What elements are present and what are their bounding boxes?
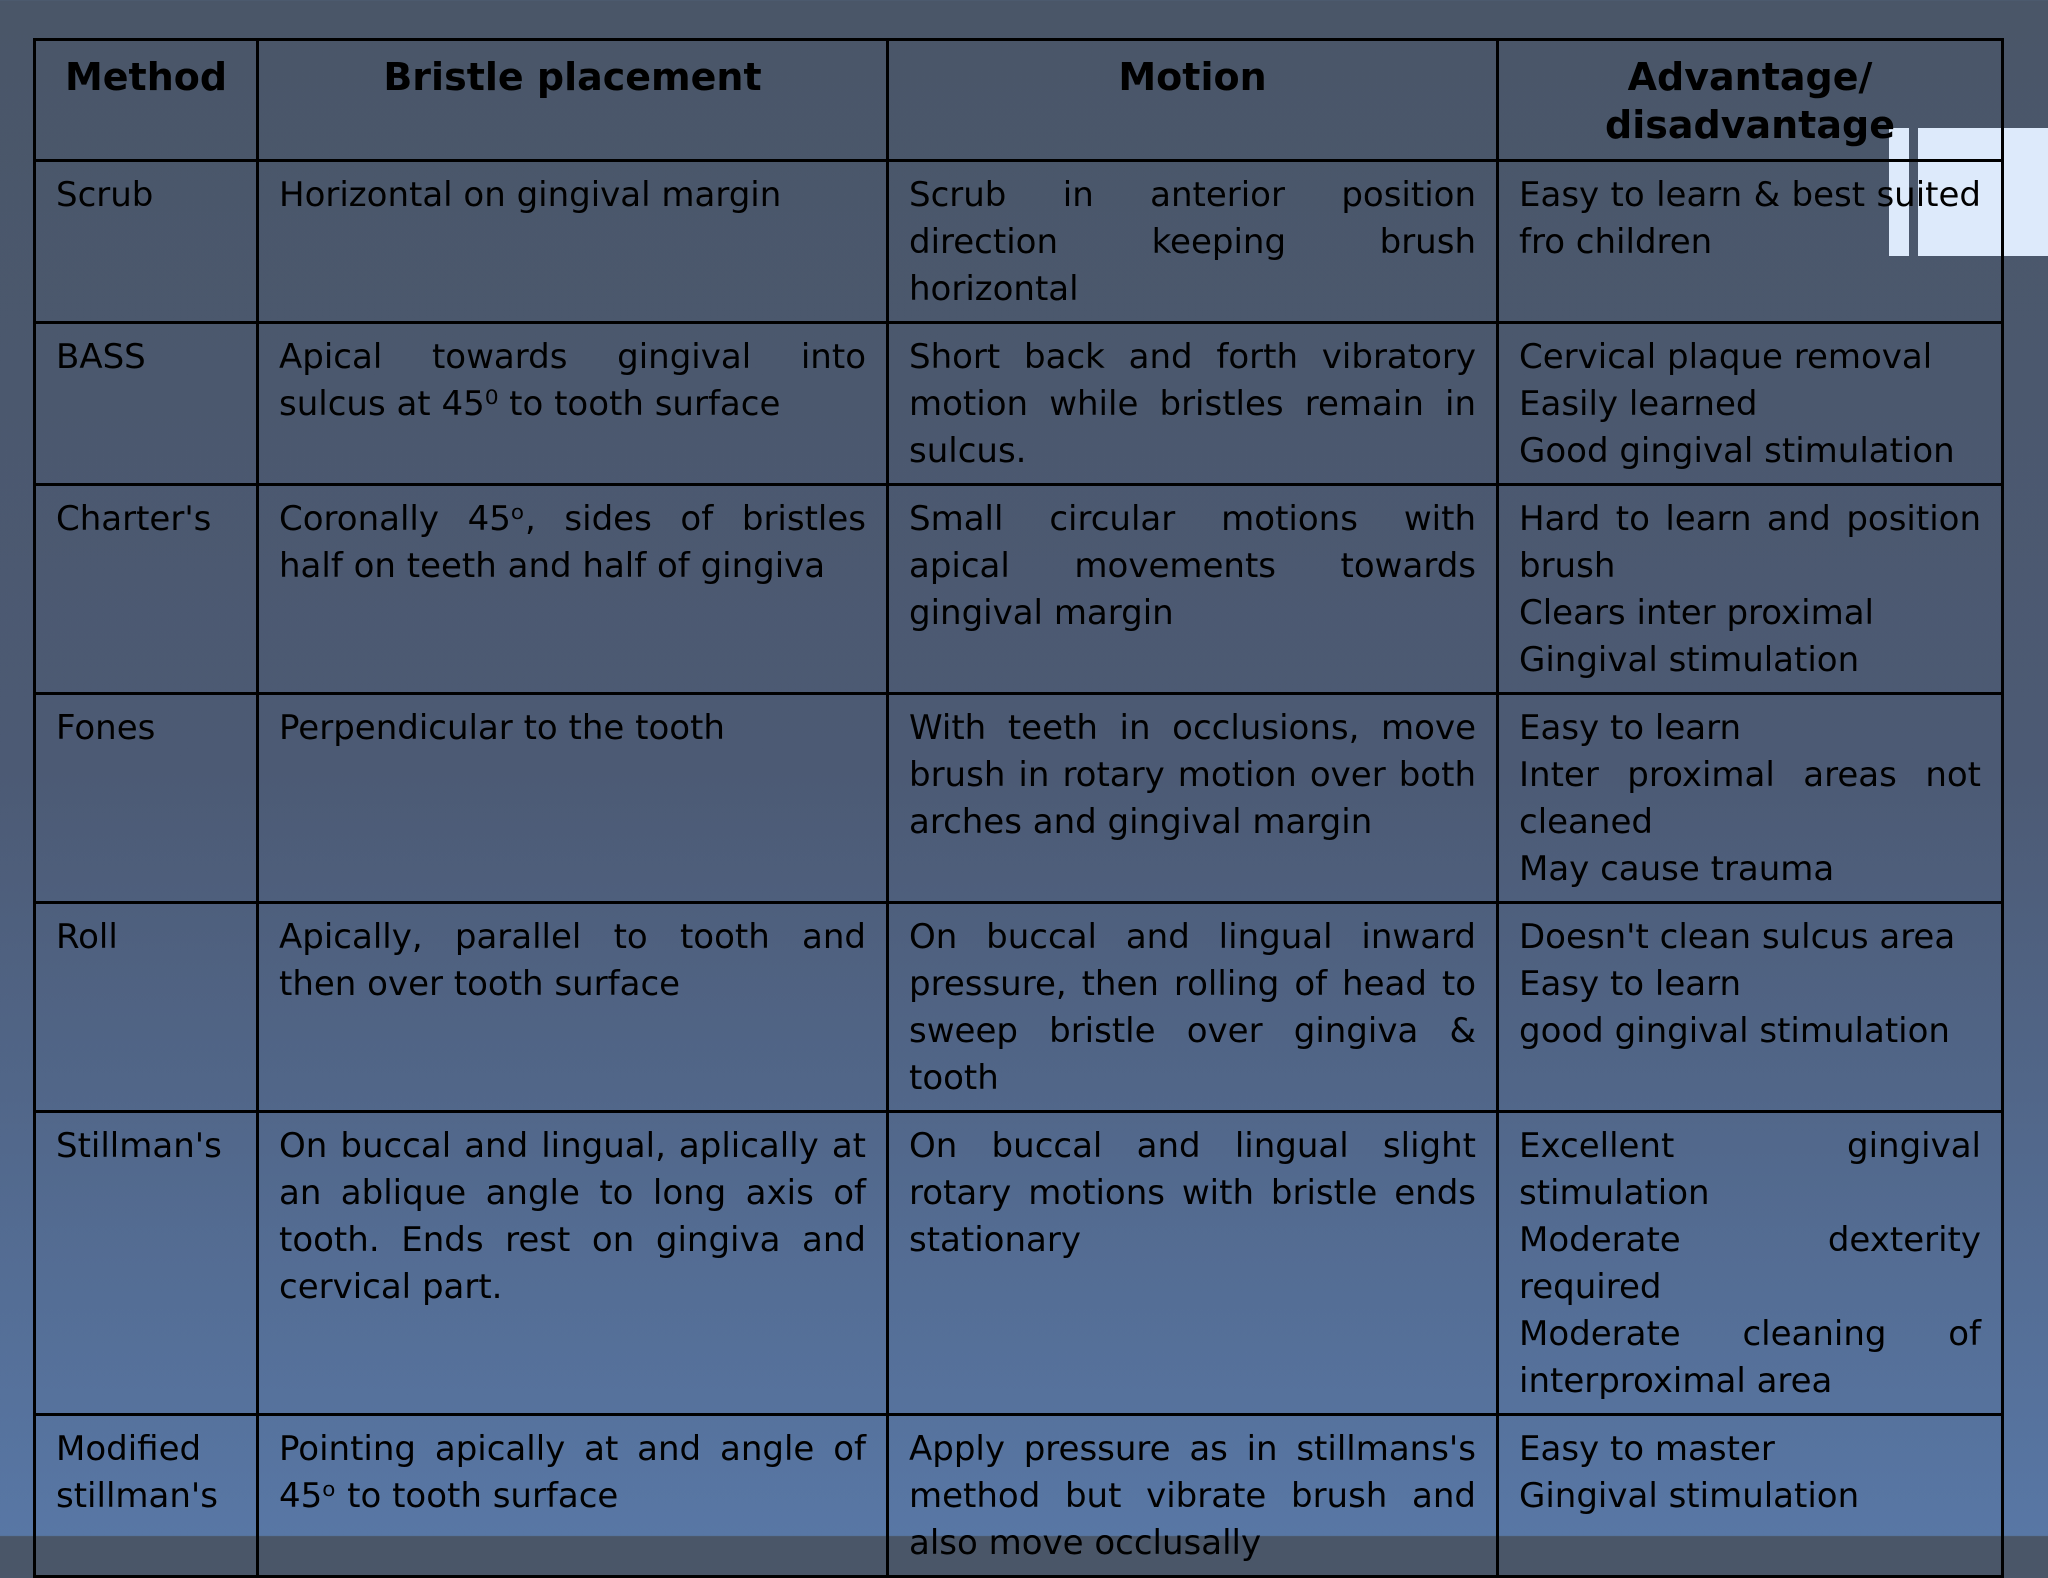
cell-method: BASS (35, 323, 258, 485)
cell-placement: Perpendicular to the tooth (258, 694, 888, 903)
table-row (35, 903, 2003, 1112)
advantage-item: Gingival stimulation (1519, 640, 1860, 680)
advantage-item: May cause trauma (1519, 849, 1835, 889)
table-row (35, 323, 2003, 485)
advantage-item: Easy to learn (1519, 964, 1742, 1004)
table-row (35, 485, 2003, 694)
advantage-item: Hard to learn and position brush (1519, 499, 1981, 586)
cell-motion: Scrub in anterior position direction keeping brush horizontal (888, 161, 1498, 323)
table-header-row (35, 40, 2003, 161)
cell-motion: Short back and forth vibratory motion while bristles remain in sulcus. (888, 323, 1498, 485)
advantage-item: Moderate dexterity required (1519, 1220, 1981, 1307)
cell-motion: With teeth in occlusions, move brush in rotary motion over both arches and gingival margin (888, 694, 1498, 903)
cell-motion: Small circular motions with apical movements towards gingival margin (888, 485, 1498, 694)
advantage-item: Gingival stimulation (1519, 1476, 1860, 1516)
header-bristle-placement: Bristle placement (258, 40, 888, 161)
advantage-item: Clears inter proximal (1519, 593, 1875, 633)
cell-advantage (1498, 161, 2003, 323)
table-row (35, 1112, 2003, 1415)
table-row (35, 161, 2003, 323)
cell-placement: Horizontal on gingival margin (258, 161, 888, 323)
cell-placement: On buccal and lingual, aplically at an ablique angle to long axis of tooth. Ends rest on gingiva and cervical part. (258, 1112, 888, 1415)
cell-motion: Apply pressure as in stillmans's method but vibrate brush and also move occlusally (888, 1415, 1498, 1577)
cell-advantage (1498, 903, 2003, 1112)
cell-advantage (1498, 1415, 2003, 1577)
header-method: Method (35, 40, 258, 161)
cell-placement: Apical towards gingival into sulcus at 45⁰ to tooth surface (258, 323, 888, 485)
cell-method: Stillman's (35, 1112, 258, 1415)
advantage-item: Easy to learn (1519, 708, 1742, 748)
cell-placement: Coronally 45ᵒ, sides of bristles half on teeth and half of gingiva (258, 485, 888, 694)
cell-placement: Pointing apically at and angle of 45ᵒ to tooth surface (258, 1415, 888, 1577)
header-advantage: Advantage/ disadvantage (1498, 40, 2003, 161)
advantage-item: good gingival stimulation (1519, 1011, 1950, 1051)
cell-advantage (1498, 694, 2003, 903)
advantage-item: Inter proximal areas not cleaned (1519, 755, 1981, 842)
advantage-item: Easy to master (1519, 1429, 1775, 1469)
advantage-item: Moderate cleaning of interproximal area (1519, 1314, 1981, 1401)
header-motion: Motion (888, 40, 1498, 161)
cell-motion: On buccal and lingual inward pressure, then rolling of head to sweep bristle over gingiva & tooth (888, 903, 1498, 1112)
cell-method: Modified stillman's (35, 1415, 258, 1577)
advantage-item: Doesn't clean sulcus area (1519, 917, 1956, 957)
cell-motion: On buccal and lingual slight rotary motions with bristle ends stationary (888, 1112, 1498, 1415)
advantage-item: Excellent gingival stimulation (1519, 1126, 1981, 1213)
advantage-item: Easily learned (1519, 384, 1758, 424)
cell-advantage (1498, 1112, 2003, 1415)
advantage-item: Easy to learn & best suited fro children (1519, 175, 1981, 262)
advantage-item: Cervical plaque removal (1519, 337, 1933, 377)
toothbrushing-methods-table (33, 38, 2004, 1578)
table-row (35, 1415, 2003, 1577)
cell-advantage (1498, 485, 2003, 694)
cell-method: Fones (35, 694, 258, 903)
cell-advantage (1498, 323, 2003, 485)
cell-method: Roll (35, 903, 258, 1112)
cell-placement: Apically, parallel to tooth and then over tooth surface (258, 903, 888, 1112)
table-row (35, 694, 2003, 903)
cell-method: Scrub (35, 161, 258, 323)
cell-method: Charter's (35, 485, 258, 694)
advantage-item: Good gingival stimulation (1519, 431, 1955, 471)
